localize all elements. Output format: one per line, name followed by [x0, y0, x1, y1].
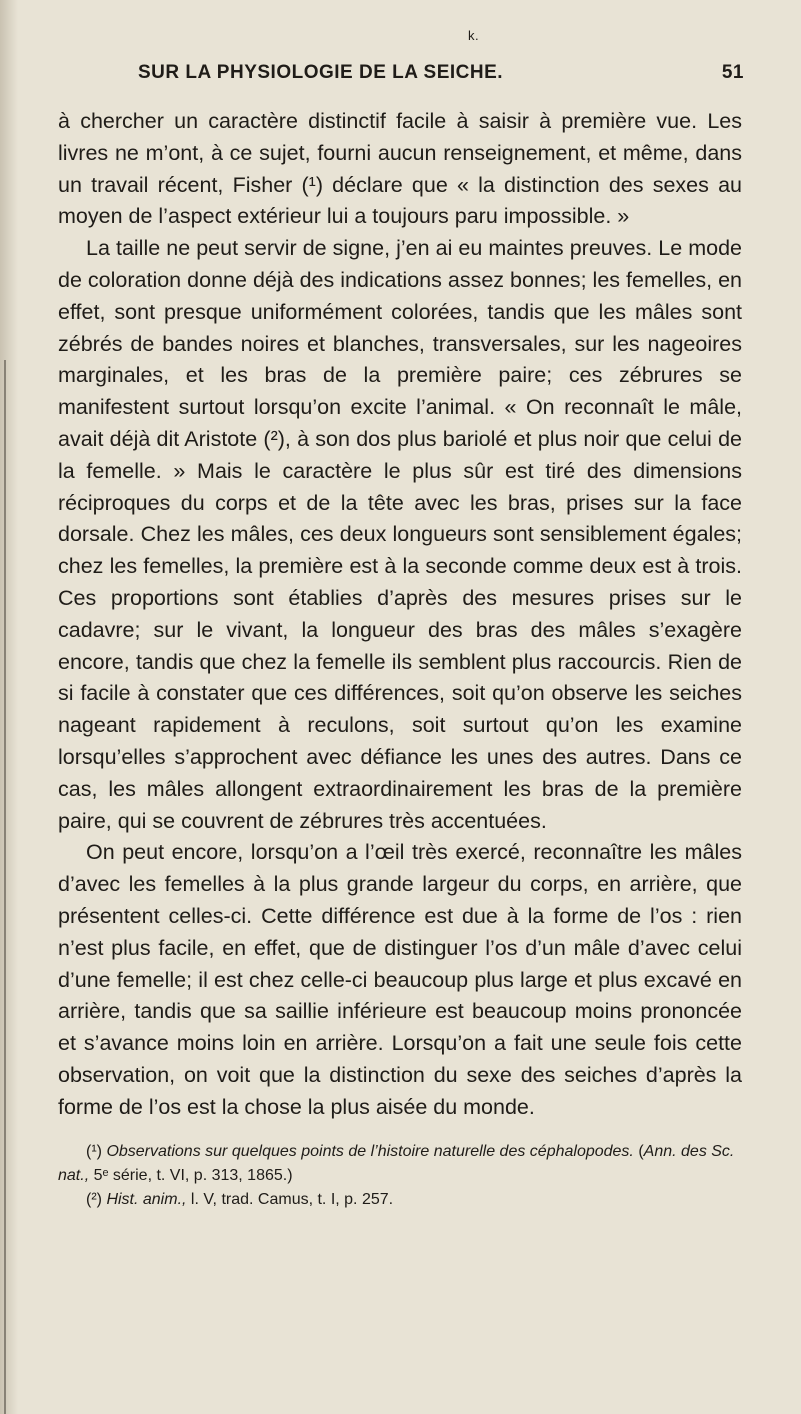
footnote-marker: (¹) — [86, 1142, 102, 1160]
footnote-title: Observations sur quelques points de l’histoire naturelle des céphalopodes. — [106, 1142, 634, 1160]
paragraph-2: La taille ne peut servir de signe, j’en ai eu maintes preuves. Le mode de coloration donne déjà des indications assez bonnes; les femelles, en effet, sont presque uniformément colorées, tandis que les mâles sont zébrés de bandes noires et blanches, transversales, sur les nageoires marginales, et les bras de la première paire; ces zébrures se manifestent surtout lorsqu’on excite l’animal. « On reconnaît le mâle, avait déjà dit Aristote (²), à son dos plus bariolé et plus noir que celui de la femelle. » Mais le caractère le plus sûr est tiré des dimensions réciproques du corps et de la tête avec les bras, prises sur la face dorsale. Chez les mâles, ces deux longueurs sont sensiblement égales; chez les femelles, la première est à la seconde comme deux est à trois. Ces proportions sont établies d’après des mesures prises sur le cadavre; sur le vivant, la longueur des bras des mâles s’exagère encore, tandis que chez la femelle ils semblent plus raccourcis. Rien de si facile à constater que ces différences, soit qu’on observe les seiches nageant rapidement à reculons, soit surtout qu’on les examine lorsqu’elles s’approchent avec défiance les unes des autres. Dans ce cas, les mâles allongent extraordinairement les bras de la première paire, qui se couvrent de zébrures très accentuées. — [58, 236, 742, 833]
footnote-reference: 5ᵉ série, t. VI, p. 313, 1865.) — [93, 1166, 293, 1184]
footnote-marker: (²) — [86, 1190, 102, 1208]
page-number: 51 — [721, 62, 744, 83]
binding-shadow-line — [4, 360, 6, 1414]
paragraph-3: On peut encore, lorsqu’on a l’œil très exercé, reconnaître les mâles d’avec les femelles à la plus grande largeur du corps, en arrière, que présentent celles-ci. Cette différence est due à la forme de l’os : rien n’est plus facile, en effet, que de distinguer l’os d’un mâle d’avec celui d’une femelle; il est chez celle-ci beaucoup plus large et plus excavé en arrière, tandis que sa saillie inférieure est beaucoup moins prononcée et s’avance moins loin en arrière. Lorsqu’on a fait une seule fois cette observation, on voit que la distinction du sexe des seiches d’après la forme de l’os est la chose la plus aisée du monde. — [58, 840, 742, 1119]
body-text — [58, 106, 742, 1124]
page-header — [58, 28, 744, 83]
footnote-2 — [58, 1188, 742, 1212]
running-title: SUR LA PHYSIOLOGIE DE LA SEICHE. — [138, 62, 504, 83]
paragraph-1: à chercher un caractère distinctif facile à saisir à première vue. Les livres ne m’ont, à ce sujet, fourni aucun renseignement, et même, dans un travail récent, Fisher (¹) déclare que « la distinction des sexes au moyen de l’aspect extérieur lui a toujours paru impossible. » — [58, 109, 742, 229]
footnote-journal: Ann. des Sc. nat., — [58, 1142, 735, 1184]
footnote-title: Hist. anim., — [106, 1190, 187, 1208]
binding-gutter — [0, 0, 18, 1414]
footnote-1: (¹) Observations sur quelques points de l’histoire naturelle des céphalopodes. (Ann. des Sc. nat., 5ᵉ série, t. VI, p. 313, 1865.) — [58, 1142, 735, 1184]
footnotes — [58, 1140, 742, 1212]
footnote-reference: l. V, trad. Camus, t. I, p. 257. — [190, 1190, 394, 1208]
book-page — [58, 28, 744, 1212]
margin-mark: k. — [468, 28, 480, 43]
